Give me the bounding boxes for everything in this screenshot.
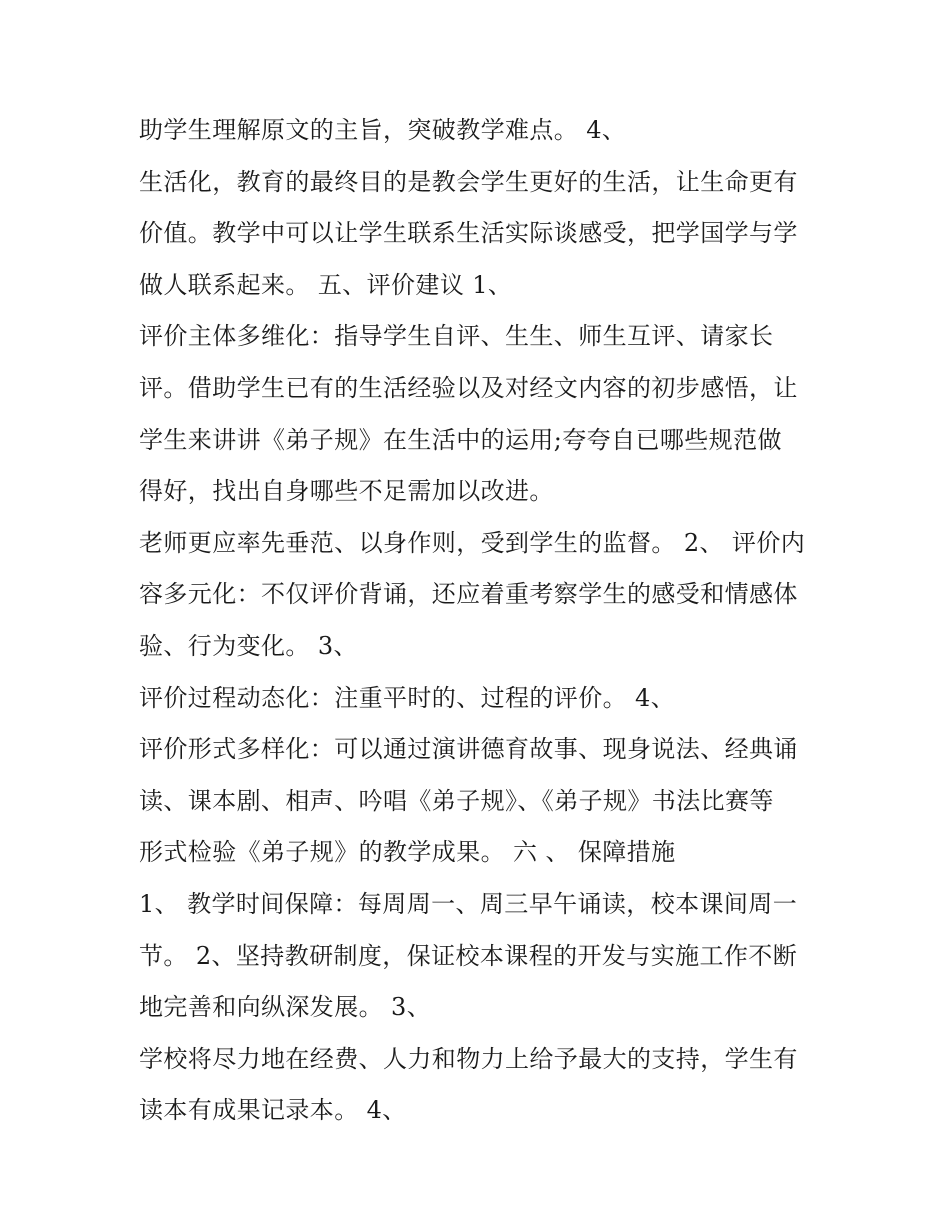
text-line: 得好，找出自身哪些不足需加以改进。: [139, 477, 554, 506]
text-line: 节。 2、坚持教研制度，保证校本课程的开发与实施工作不断: [139, 941, 798, 970]
text-line: 评价过程动态化：注重平时的、过程的评价。 4、: [139, 683, 676, 712]
text-line: 验、行为变化。 3、: [139, 631, 358, 660]
text-line: 评价主体多维化：指导学生自评、生生、师生互评、请家长: [139, 322, 774, 351]
text-line: 读、课本剧、相声、吟唱《弟子规》、《弟子规》书法比赛等: [139, 786, 774, 815]
text-line: 生活化，教育的最终目的是教会学生更好的生活，让生命更有: [139, 167, 798, 196]
text-line: 评。借助学生已有的生活经验以及对经文内容的初步感悟，让: [139, 373, 798, 402]
text-line: 1、 教学时间保障：每周周一、周三早午诵读，校本课间周一: [139, 889, 798, 918]
text-line: 读本有成果记录本。 4、: [139, 1096, 407, 1125]
body-text: [139, 105, 829, 1137]
text-line: 评价形式多样化：可以通过演讲德育故事、现身说法、经典诵: [139, 735, 798, 764]
text-line: 地完善和向纵深发展。 3、: [139, 993, 432, 1022]
text-line: 价值。教学中可以让学生联系生活实际谈感受，把学国学与学: [139, 219, 798, 248]
text-line: 老师更应率先垂范、以身作则，受到学生的监督。 2、 评价内: [139, 528, 806, 557]
text-line: 学生来讲讲《弟子规》在生活中的运用;夸夸自已哪些规范做: [139, 425, 782, 454]
text-line: 形式检验《弟子规》的教学成果。 六 、 保障措施: [139, 838, 676, 867]
text-line: 做人联系起来。 五、评价建议 1、: [139, 270, 513, 299]
text-line: 容多元化：不仅评价背诵，还应着重考察学生的感受和情感体: [139, 580, 798, 609]
text-line: 助学生理解原文的主旨，突破教学难点。 4、: [139, 116, 627, 144]
text-line: 学校将尽力地在经费、人力和物力上给予最大的支持，学生有: [139, 1044, 798, 1073]
